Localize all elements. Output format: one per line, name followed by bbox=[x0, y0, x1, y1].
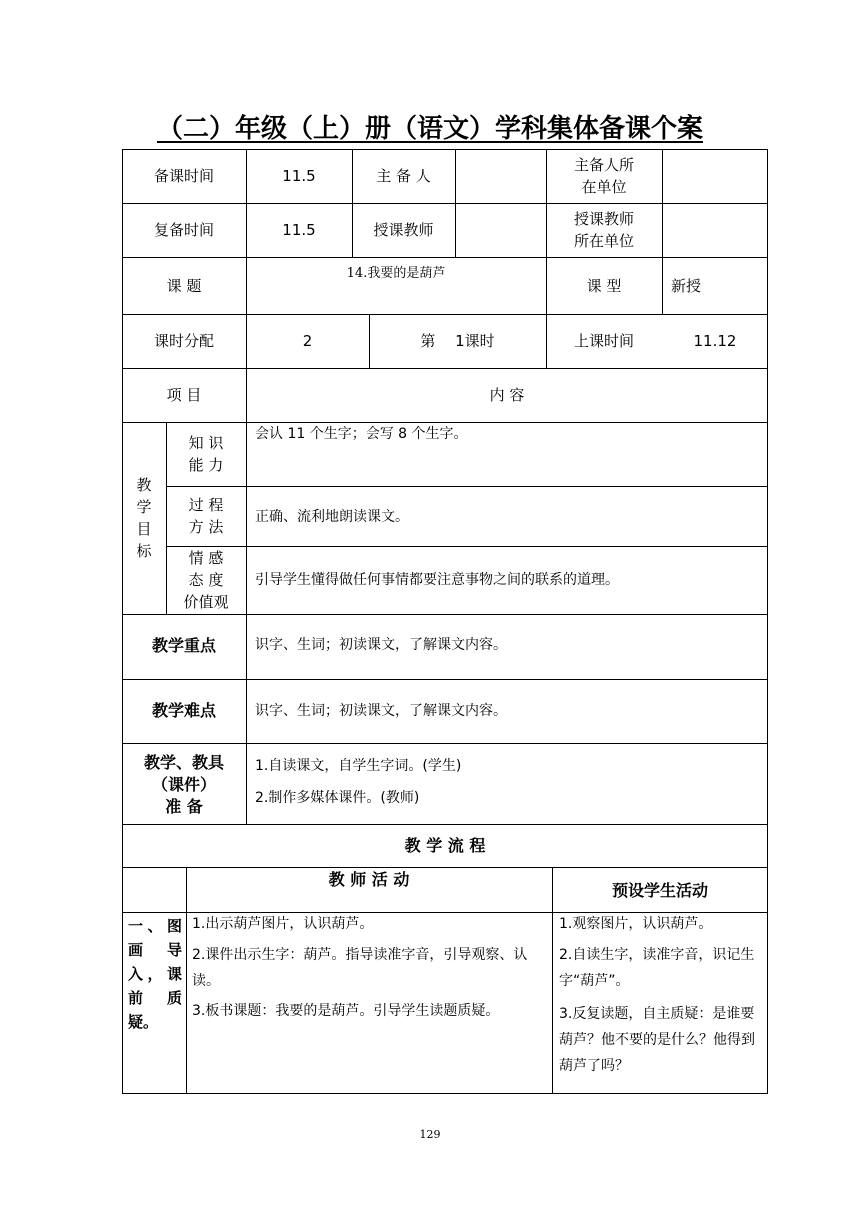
prep-time-value: 11.5 bbox=[282, 167, 316, 185]
student-activity-item: 2.自读生字，读准字音，识记生字“葫芦”。 bbox=[559, 947, 755, 989]
knowledge-label: 能 力 bbox=[188, 456, 224, 474]
goals-label: 目 bbox=[136, 520, 152, 538]
knowledge-label: 知 识 bbox=[188, 434, 224, 452]
row-divider bbox=[122, 824, 768, 825]
teacher-activity-item: 1.出示葫芦图片，认识葫芦。 bbox=[192, 916, 374, 932]
row-divider bbox=[122, 368, 768, 369]
process-label: 过 程 bbox=[188, 496, 224, 514]
hours-label: 课时分配 bbox=[153, 332, 214, 350]
row-divider bbox=[122, 257, 768, 258]
main-preparer-label: 主 备 人 bbox=[376, 167, 431, 185]
process-label: 方 法 bbox=[188, 518, 224, 536]
row-divider bbox=[122, 203, 768, 204]
type-value: 新授 bbox=[671, 277, 702, 295]
content-header: 内 容 bbox=[489, 386, 525, 404]
period-label: 第 1课时 bbox=[420, 332, 495, 350]
goals-label: 标 bbox=[136, 542, 152, 560]
student-activity-item: 1.观察图片，认识葫芦。 bbox=[559, 916, 713, 932]
row-divider bbox=[122, 743, 768, 744]
review-time-value: 11.5 bbox=[282, 221, 316, 239]
row-divider bbox=[166, 486, 768, 487]
difficulties-label: 教学难点 bbox=[151, 701, 216, 720]
preparation-label: （课件） bbox=[151, 775, 216, 794]
prep-time-label: 备课时间 bbox=[153, 167, 214, 185]
goals-label: 教 bbox=[136, 476, 152, 494]
class-time-label: 上课时间 bbox=[573, 332, 634, 350]
column-divider bbox=[455, 149, 456, 257]
goals-label: 学 bbox=[136, 498, 152, 516]
hours-value: 2 bbox=[302, 332, 313, 350]
emotion-label: 情 感 bbox=[188, 549, 224, 567]
column-divider bbox=[186, 867, 187, 1094]
class-time-value: 11.12 bbox=[693, 332, 737, 350]
knowledge-value: 会认 11 个生字；会写 8 个生字。 bbox=[255, 426, 468, 442]
main-preparer-unit-label: 在单位 bbox=[581, 178, 627, 196]
item-header: 项 目 bbox=[166, 386, 202, 404]
row-divider bbox=[122, 314, 768, 315]
emotion-value: 引导学生懂得做任何事情都要注意事物之间的联系的道理。 bbox=[255, 572, 619, 588]
emotion-label: 态 度 bbox=[188, 571, 224, 589]
type-label: 课 型 bbox=[586, 277, 622, 295]
teacher-activity-item: 2.课件出示生字：葫芦。指导读准字音，引导观察、认读。 bbox=[192, 947, 528, 989]
page-title bbox=[0, 109, 860, 149]
key-points-label: 教学重点 bbox=[151, 636, 216, 655]
column-divider bbox=[662, 149, 663, 314]
student-activity-item: 3.反复读题，自主质疑：是谁要葫芦？他不要的是什么？他得到葫芦了吗？ bbox=[559, 1006, 755, 1074]
main-preparer-unit-label: 主备人所 bbox=[573, 156, 634, 174]
key-points-value: 识字、生词；初读课文，了解课文内容。 bbox=[255, 637, 507, 653]
preparation-label: 教学、教具 bbox=[143, 753, 224, 772]
row-divider bbox=[166, 546, 768, 547]
flow-title: 教 学 流 程 bbox=[404, 836, 486, 855]
column-divider bbox=[246, 149, 247, 824]
preparation-item: 2.制作多媒体课件。(教师) bbox=[255, 790, 420, 806]
teacher-activity-header: 教 师 活 动 bbox=[328, 870, 410, 889]
teacher-label: 授课教师 bbox=[373, 221, 434, 239]
preparation-label: 准 备 bbox=[165, 797, 203, 816]
flow-step-label: 一、图画导入，课前质疑。 bbox=[128, 917, 182, 1031]
row-divider bbox=[122, 614, 768, 615]
topic-label: 课 题 bbox=[166, 277, 202, 295]
student-activity-header: 预设学生活动 bbox=[611, 881, 708, 900]
difficulties-value: 识字、生词；初读课文，了解课文内容。 bbox=[255, 703, 507, 719]
teacher-unit-label: 授课教师 bbox=[573, 210, 634, 228]
page-title-text: （二）年级（上）册（语文）学科集体备课个案 bbox=[156, 114, 703, 144]
preparation-item: 1.自读课文，自学生字词。(学生) bbox=[255, 758, 462, 774]
teacher-unit-label: 所在单位 bbox=[573, 232, 634, 250]
teacher-activity-item: 3.板书课题：我要的是葫芦。引导学生读题质疑。 bbox=[192, 1003, 500, 1019]
row-divider bbox=[122, 867, 768, 868]
topic-value: 14.我要的是葫芦 bbox=[346, 266, 446, 281]
page-number: 129 bbox=[419, 1128, 441, 1141]
emotion-label: 价值观 bbox=[183, 593, 229, 611]
process-value: 正确、流利地朗读课文。 bbox=[255, 509, 409, 525]
review-time-label: 复备时间 bbox=[153, 221, 214, 239]
row-divider bbox=[122, 679, 768, 680]
